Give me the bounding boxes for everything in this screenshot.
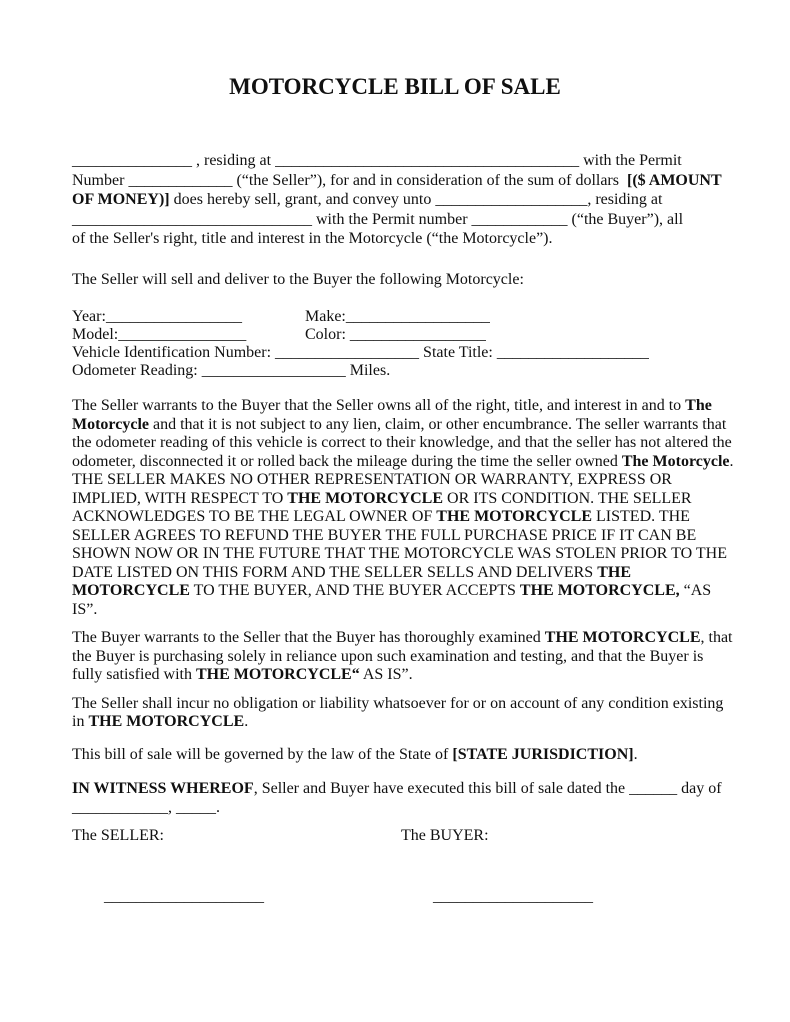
- text-run: Vehicle Identification Number:: [72, 344, 276, 361]
- text-run: the Buyer is purchasing solely in reliance upon such examination and testing, and that the Buyer is: [72, 647, 704, 665]
- vehicle-detail-left-cell: [72, 326, 305, 344]
- seller-address-blank[interactable]: ______________________________________: [275, 152, 580, 169]
- text-run: Color:: [305, 326, 350, 343]
- buyer-signature-line-row: [401, 870, 730, 926]
- vehicle-detail-row: [72, 326, 730, 344]
- text-line: [72, 713, 730, 732]
- governing-law-paragraph: [72, 746, 730, 765]
- text-run: IN WITNESS WHEREOF: [72, 780, 254, 797]
- text-run: with the Permit number: [312, 210, 472, 228]
- document-title: MOTORCYCLE BILL OF SALE: [229, 74, 561, 99]
- text-run: (“the Seller”), for and in consideration of the sum of dollars: [232, 171, 627, 189]
- text-run: .: [244, 713, 249, 730]
- buyer-address-blank[interactable]: ______________________________: [72, 210, 312, 228]
- text-line: [72, 190, 730, 210]
- text-run: THE MOTORCYCLE,: [519, 582, 680, 599]
- text-run: .: [729, 452, 734, 470]
- odometer-blank[interactable]: __________________: [201, 362, 346, 379]
- text-run: [($ AMOUNT: [626, 171, 722, 189]
- text-run: THE MOTORCYCLE“: [195, 666, 360, 683]
- text-run: fully satisfied with: [72, 666, 196, 683]
- execution-day-blank[interactable]: ______: [629, 780, 678, 797]
- make-blank[interactable]: __________________: [345, 308, 490, 325]
- vehicle-details-block: [72, 308, 730, 380]
- text-run: , that: [700, 629, 733, 646]
- seller-permit-number-blank[interactable]: _____________: [128, 171, 233, 189]
- text-run: THE MOTORCYCLE: [88, 713, 245, 730]
- text-line: [72, 629, 733, 648]
- text-line: [72, 490, 730, 509]
- text-run: ACKNOWLEDGES TO BE THE LEGAL OWNER OF: [72, 508, 437, 525]
- year-blank[interactable]: _________________: [105, 308, 242, 325]
- text-run: State Title:: [419, 344, 497, 361]
- buyer-signature-line[interactable]: ____________________: [433, 888, 593, 905]
- text-line: [72, 695, 730, 714]
- text-run: .: [216, 798, 220, 816]
- text-run: and that it is not subject to any lien, claim, or other encumbrance. The seller warrants that: [149, 415, 727, 433]
- text-run: THE MOTORCYCLE: [544, 629, 701, 646]
- text-run: OF MONEY)]: [72, 191, 170, 208]
- text-line: [72, 416, 730, 435]
- text-run: AS IS”.: [359, 666, 413, 683]
- text-line: [72, 601, 730, 620]
- seller-label: The SELLER:: [72, 827, 164, 844]
- text-run: Miles.: [345, 362, 391, 379]
- text-run: (“the Buyer”), all: [567, 210, 684, 228]
- text-run: Odometer Reading:: [72, 362, 202, 379]
- vehicle-detail-left-cell: [72, 308, 305, 326]
- text-run: Number: [72, 171, 129, 189]
- text-run: IMPLIED, WITH RESPECT TO: [72, 489, 288, 507]
- buyer-label: The BUYER:: [401, 827, 489, 844]
- text-line: [72, 210, 730, 230]
- intro-paragraph: [72, 151, 730, 249]
- text-run: does hereby sell, grant, and convey unto: [169, 191, 436, 208]
- text-run: Make:: [305, 308, 346, 325]
- text-run: The Motorcycle: [621, 452, 730, 470]
- model-blank[interactable]: ________________: [118, 326, 247, 343]
- text-run: OR ITS CONDITION. THE SELLER: [443, 489, 692, 507]
- text-line: [72, 344, 730, 362]
- text-line: [72, 527, 730, 546]
- seller-warranty-paragraph: [72, 397, 734, 619]
- vehicle-detail-row: [72, 308, 730, 326]
- text-line: [72, 508, 730, 527]
- text-run: ,: [168, 798, 176, 816]
- text-run: with the Permit: [579, 152, 682, 169]
- execution-month-blank[interactable]: ____________: [72, 798, 168, 816]
- text-run: IS”.: [72, 600, 98, 618]
- text-line: [72, 151, 730, 171]
- signature-section: [72, 827, 730, 925]
- text-run: [STATE JURISDICTION]: [452, 745, 634, 763]
- vin-blank[interactable]: __________________: [275, 344, 420, 361]
- text-run: in: [72, 713, 89, 730]
- text-run: “AS: [679, 582, 712, 599]
- text-run: odometer, disconnected it or rolled back the mileage during the time the seller owned: [72, 452, 622, 470]
- text-run: THE: [597, 563, 631, 581]
- color-blank[interactable]: _________________: [349, 326, 486, 343]
- text-run: , residing at: [587, 191, 663, 208]
- text-line: [72, 564, 730, 583]
- text-run: DATE LISTED ON THIS FORM AND THE SELLER SELLS AND DELIVERS: [72, 563, 598, 581]
- text-line: [72, 545, 730, 564]
- buyer-examination-paragraph: [72, 629, 733, 685]
- text-run: , Seller and Buyer have executed this bill of sale dated the: [253, 780, 630, 797]
- text-run: , residing at: [192, 152, 276, 169]
- text-run: Motorcycle: [72, 415, 149, 433]
- vehicle-detail-right-cell: [305, 308, 490, 325]
- buyer-permit-number-blank[interactable]: ____________: [471, 210, 568, 228]
- text-run: MOTORCYCLE: [72, 582, 190, 599]
- text-run: Model:: [72, 326, 119, 343]
- seller-signature-line[interactable]: ____________________: [104, 888, 264, 905]
- text-line: [72, 780, 730, 799]
- buyer-signature-block: [401, 827, 730, 925]
- text-line: [72, 434, 730, 453]
- vehicle-detail-right-cell: [305, 326, 486, 343]
- text-line: [72, 582, 730, 601]
- text-line: [72, 271, 730, 290]
- text-run: SHOWN NOW OR IN THE FUTURE THAT THE MOTORCYCLE WAS STOLEN PRIOR TO THE: [72, 545, 728, 562]
- text-run: .: [633, 745, 638, 763]
- text-line: [72, 799, 730, 818]
- text-run: the odometer reading of this vehicle is correct to their knowledge, and that the seller has not altered the: [72, 434, 732, 451]
- text-run: SELLER AGREES TO REFUND THE BUYER THE FULL PURCHASE PRICE IF IT CAN BE: [72, 526, 697, 544]
- text-line: [72, 362, 730, 380]
- text-run: The Seller will sell and deliver to the Buyer the following Motorcycle:: [72, 270, 524, 288]
- deliver-paragraph: [72, 271, 730, 290]
- text-run: THE SELLER MAKES NO OTHER REPRESENTATION OR WARRANTY, EXPRESS OR: [72, 471, 672, 488]
- text-line: [72, 452, 734, 472]
- text-run: of the Seller's right, title and interest in the Motorcycle (“the Motorcycle”).: [72, 230, 553, 247]
- buyer-name-blank[interactable]: ___________________: [435, 191, 588, 208]
- text-line: [72, 666, 730, 685]
- text-run: This bill of sale will be governed by the law of the State of: [72, 745, 453, 763]
- text-run: day of: [677, 780, 722, 797]
- text-run: THE MOTORCYCLE: [287, 489, 444, 507]
- text-run: The Seller shall incur no obligation or liability whatsoever for or on account of any condition existing: [72, 694, 724, 712]
- text-run: The: [685, 397, 712, 414]
- text-line: [72, 648, 730, 667]
- text-run: Year:: [72, 308, 106, 325]
- no-obligation-paragraph: [72, 695, 730, 732]
- text-line: [72, 471, 730, 490]
- seller-signature-line-row: [72, 870, 401, 926]
- text-line: [72, 746, 730, 765]
- text-run: The Seller warrants to the Buyer that the Seller owns all of the right, title, and interest in and to: [72, 397, 686, 414]
- seller-signature-block: [72, 827, 401, 925]
- state-title-blank[interactable]: ___________________: [496, 344, 649, 361]
- text-run: LISTED. THE: [592, 508, 690, 525]
- text-run: TO THE BUYER, AND THE BUYER ACCEPTS: [189, 582, 520, 599]
- text-line: [72, 397, 730, 416]
- text-run: THE MOTORCYCLE: [436, 508, 593, 525]
- text-run: The Buyer warrants to the Seller that the Buyer has thoroughly examined: [72, 629, 545, 646]
- seller-name-blank[interactable]: _______________: [72, 152, 192, 169]
- execution-year-blank[interactable]: _____: [176, 798, 216, 816]
- text-line: [72, 171, 730, 191]
- text-line: [72, 229, 730, 249]
- witness-paragraph: [72, 780, 730, 817]
